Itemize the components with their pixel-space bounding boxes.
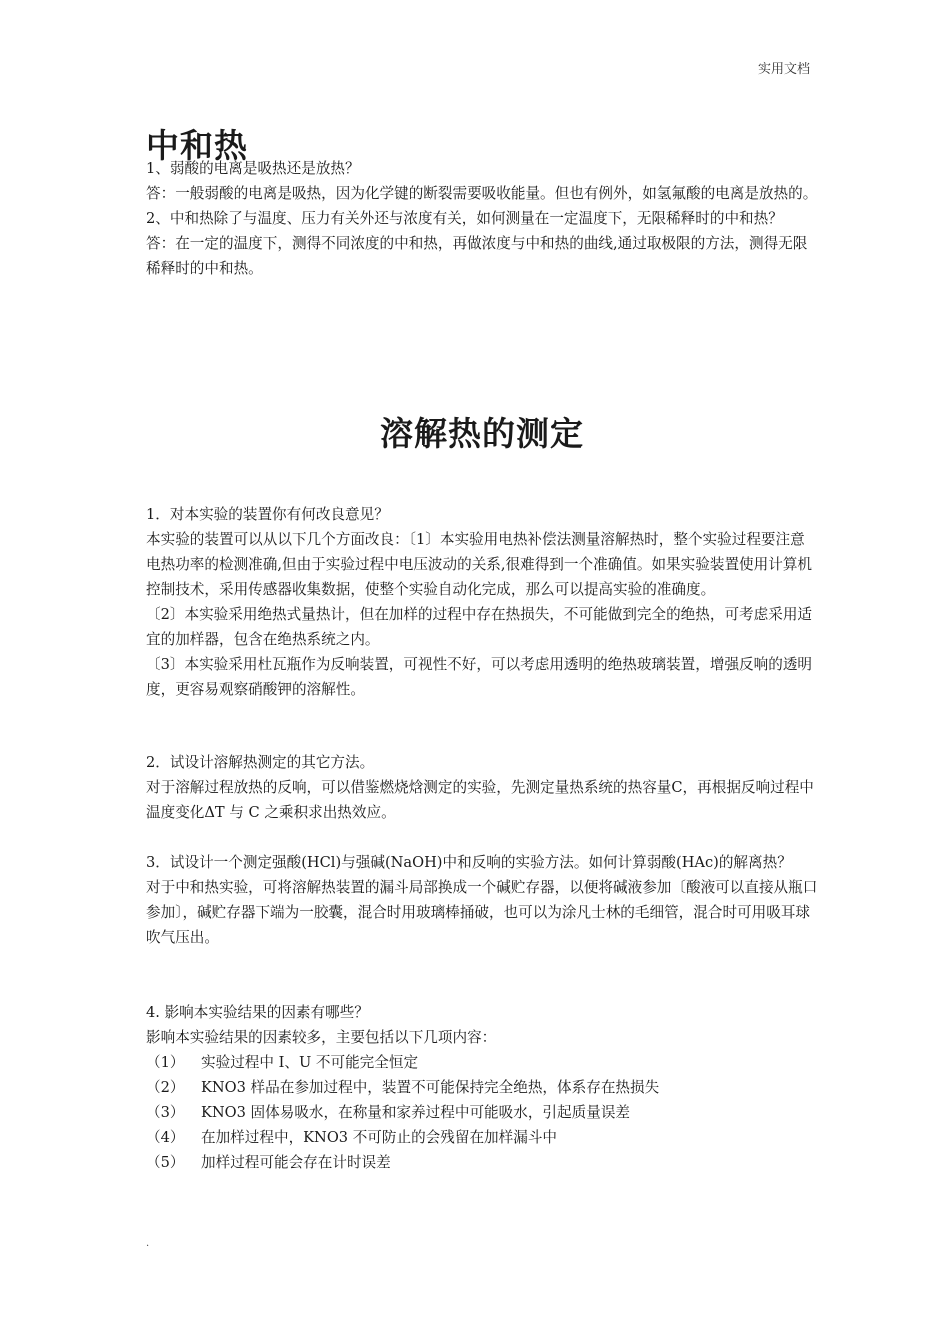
q2-answer: 对于溶解过程放热的反响，可以借鉴燃烧焓测定的实验，先测定量热系统的热容量C，再根据反响过程中温度变化ΔT 与 C 之乘积求出热效应。 [146,779,814,821]
list-item [146,1050,818,1075]
q1-answer-3: 〔3〕本实验采用杜瓦瓶作为反响装置，可视性不好，可以考虑用透明的绝热玻璃装置，增强反响的透明度，更容易观察硝酸钾的溶解性。 [146,656,813,698]
q1-answer-2: 〔2〕本实验采用绝热式量热计，但在加样的过程中存在热损失，不可能做到完全的绝热，可考虑采用适宜的加样器，包含在绝热系统之内。 [146,606,813,648]
question-2: 2、中和热除了与温度、压力有关外还与浓度有关，如何测量在一定温度下，无限稀释时的中和热？ [146,210,783,227]
list-item-text: KNO3 固体易吸水，在称量和家养过程中可能吸水，引起质量误差 [201,1104,631,1121]
header-note: 实用文档 [757,62,810,77]
list-item-number: （4） [146,1129,185,1146]
list-item-text: 加样过程可能会存在计时误差 [201,1154,391,1171]
list-item [146,1100,818,1125]
list-item-text: 在加样过程中，KNO3 不可防止的会残留在加样漏斗中 [201,1129,558,1146]
q1-answer-1: 本实验的装置可以从以下几个方面改良：〔1〕本实验用电热补偿法测量溶解热时，整个实验过程要注意电热功率的检测准确,但由于实验过程中电压波动的关系,很难得到一个准确值。如果实验装置使用计算机控制技术，采用传感器收集数据，使整个实验自动化完成，那么可以提高实验的准确度。 [146,531,813,598]
section-title-dissolution: 溶解热的测定 [380,414,584,453]
list-item [146,1125,818,1150]
list-item-number: （1） [146,1054,185,1071]
q2-question: 2．试设计溶解热测定的其它方法。 [146,754,375,771]
list-item [146,1075,818,1100]
section-title-neutralization: 中和热 [146,126,248,165]
list-item-text: KNO3 样品在参加过程中，装置不可能保持完全绝热，体系存在热损失 [201,1079,660,1096]
q3-answer: 对于中和热实验，可将溶解热装置的漏斗局部换成一个碱贮存器，以便将碱液参加〔酸液可以直接从瓶口参加〕，碱贮存器下端为一胶囊，混合时用玻璃棒捅破，也可以为涂凡士林的毛细管，混合时可用吸耳球吹气压出。 [146,879,818,946]
dissolution-q4 [146,1000,818,1175]
q4-question: 4. 影响本实验结果的因素有哪些？ [146,1004,369,1021]
answer-1: 答：一般弱酸的电离是吸热，因为化学键的断裂需要吸收能量。但也有例外，如氢氟酸的电离是放热的。 [146,185,818,202]
footer-mark: . [146,1238,150,1249]
q4-intro: 影响本实验结果的因素较多，主要包括以下几项内容： [146,1029,497,1046]
section-neutralization-body [146,156,818,281]
answer-2: 答：在一定的温度下，测得不同浓度的中和热，再做浓度与中和热的曲线,通过取极限的方法，测得无限稀释时的中和热。 [146,235,808,277]
list-item-number: （5） [146,1154,185,1171]
dissolution-q2 [146,750,818,825]
dissolution-q1 [146,502,818,702]
list-item-text: 实验过程中 I、U 不可能完全恒定 [201,1054,419,1071]
question-1: 1、弱酸的电离是吸热还是放热？ [146,160,360,177]
list-item-number: （3） [146,1104,185,1121]
q1-question: 1．对本实验的装置你有何改良意见？ [146,506,389,523]
q3-question: 3．试设计一个测定强酸(HCl)与强碱(NaOH)中和反响的实验方法。如何计算弱酸(HAc)的解离热？ [146,854,792,871]
dissolution-q3 [146,850,818,950]
list-item-number: （2） [146,1079,185,1096]
list-item [146,1150,818,1175]
